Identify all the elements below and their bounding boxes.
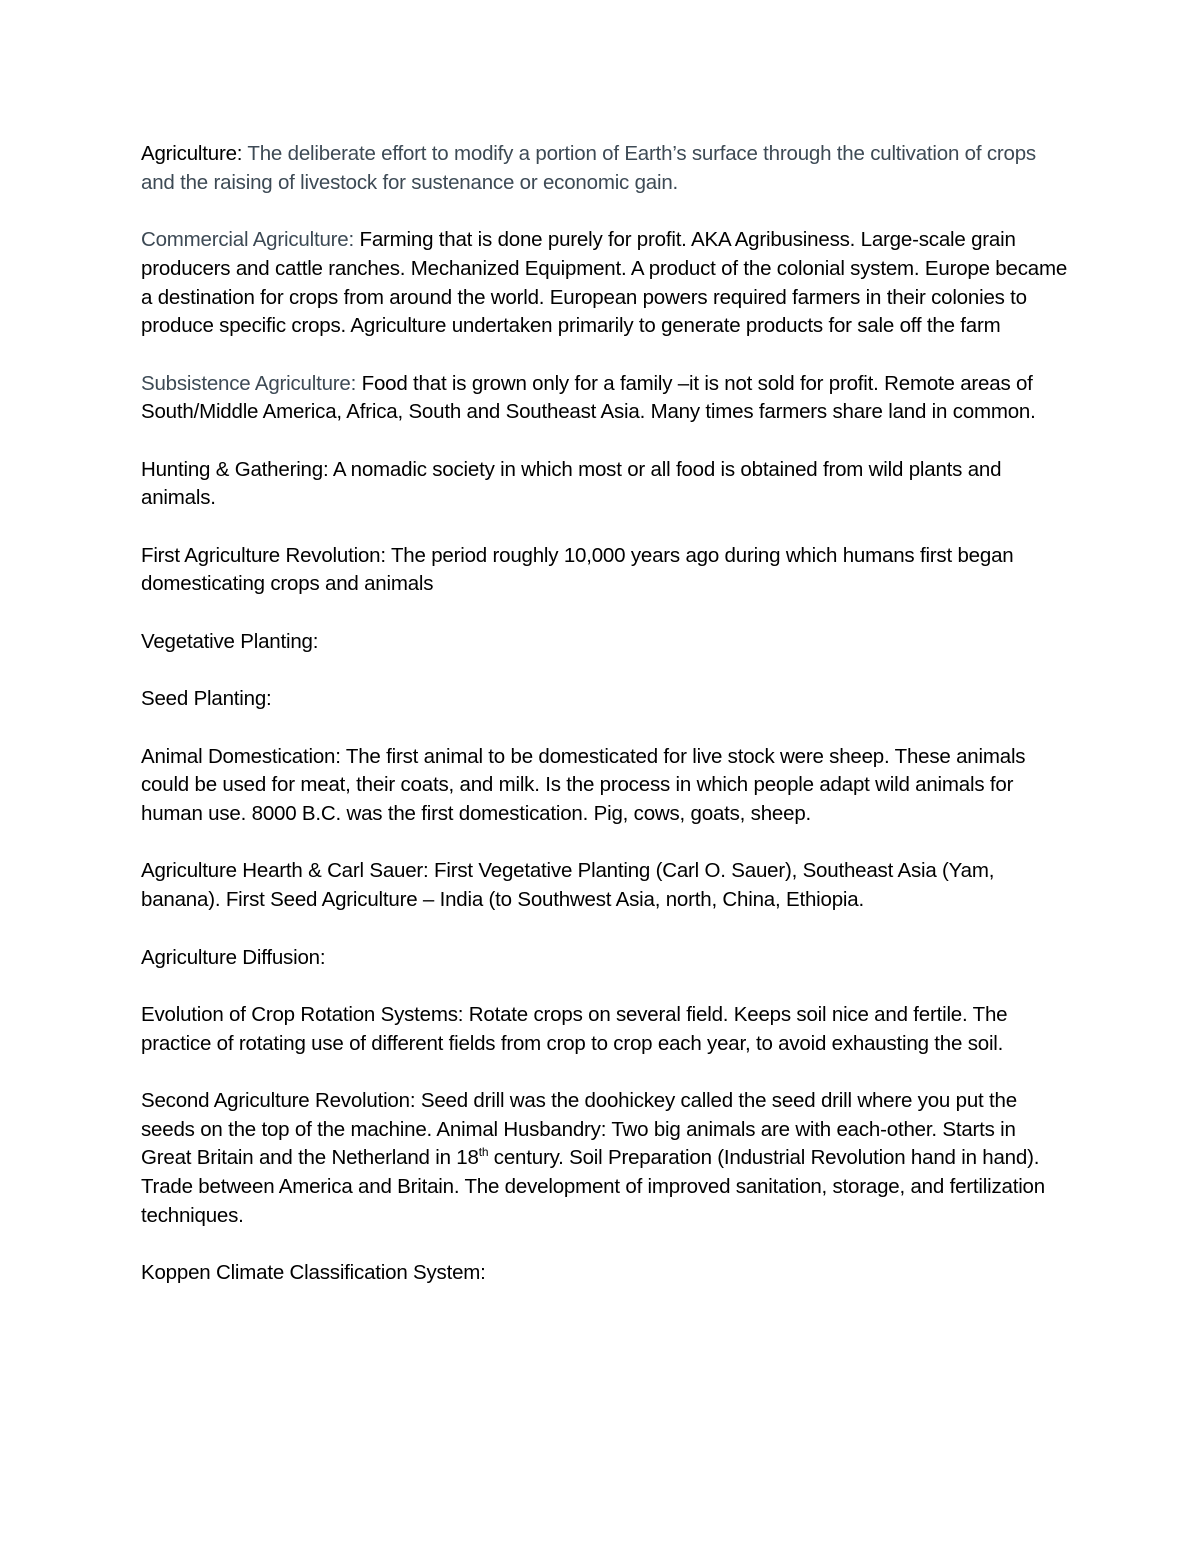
definition-second-agriculture-revolution-part1: Seed drill was the doohickey called the seed drill where you put the seeds on the top of the machine. Animal Husbandry: Two big animals are with each-other. Starts in Great Britain and the Netherland in 18 — [141, 1089, 1017, 1170]
term-commercial-agriculture: Commercial Agriculture: — [141, 228, 354, 252]
definition-subsistence-agriculture: Food that is grown only for a family –it is not sold for profit. Remote areas of South/Middle America, Africa, South and Southeast Asia. Many times farmers share land in common. — [141, 371, 1036, 424]
entry-agriculture-diffusion — [141, 944, 1071, 973]
entry-agriculture — [141, 140, 1071, 197]
definition-hunting-gathering: A nomadic society in which most or all food is obtained from wild plants and animals. — [141, 457, 1002, 510]
ordinal-superscript: th — [478, 1145, 489, 1160]
definition-commercial-agriculture: Farming that is done purely for profit. AKA Agribusiness. Large-scale grain producers and cattle ranches. Mechanized Equipment. A product of the colonial system. Europe became a destination for crops from around the world. European powers required farmers in their colonies to produce specific crops. Agriculture undertaken primarily to generate products for sale off the farm — [141, 228, 1068, 338]
term-subsistence-agriculture: Subsistence Agriculture: — [141, 371, 357, 395]
term-hunting-gathering: Hunting & Gathering: — [141, 457, 329, 481]
document-body — [141, 140, 1071, 1317]
term-agriculture-diffusion: Agriculture Diffusion: — [141, 945, 326, 969]
term-second-agriculture-revolution: Second Agriculture Revolution: — [141, 1089, 416, 1113]
term-agriculture-hearth: Agriculture Hearth & Carl Sauer: — [141, 859, 429, 883]
entry-agriculture-hearth — [141, 857, 1071, 914]
definition-first-agriculture-revolution: The period roughly 10,000 years ago during which humans first began domesticating crops and animals — [141, 543, 1014, 596]
term-first-agriculture-revolution: First Agriculture Revolution: — [141, 543, 386, 567]
entry-hunting-gathering — [141, 456, 1071, 513]
definition-crop-rotation: Rotate crops on several field. Keeps soil nice and fertile. The practice of rotating use of different fields from crop to crop each year, to avoid exhausting the soil. — [141, 1002, 1008, 1055]
term-koppen-climate: Koppen Climate Classification System: — [141, 1261, 486, 1285]
term-agriculture: Agriculture: — [141, 142, 243, 165]
entry-animal-domestication — [141, 743, 1071, 829]
definition-animal-domestication: The first animal to be domesticated for live stock were sheep. These animals could be used for meat, their coats, and milk. Is the process in which people adapt wild animals for human use. 8000 B.C. was the first domestication. Pig, cows, goats, sheep. — [141, 744, 1026, 826]
entry-commercial-agriculture — [141, 226, 1071, 341]
entry-crop-rotation — [141, 1001, 1071, 1058]
entry-vegetative-planting — [141, 628, 1071, 657]
entry-seed-planting — [141, 685, 1071, 714]
term-vegetative-planting: Vegetative Planting: — [141, 629, 319, 653]
term-seed-planting: Seed Planting: — [141, 687, 272, 711]
entry-first-agriculture-revolution — [141, 542, 1071, 599]
entry-koppen-climate — [141, 1259, 1071, 1288]
definition-agriculture: The deliberate effort to modify a portion of Earth’s surface through the cultivation of crops and the raising of livestock for sustenance or economic gain. — [141, 142, 1036, 194]
term-animal-domestication: Animal Domestication: — [141, 744, 341, 768]
entry-subsistence-agriculture — [141, 370, 1071, 427]
entry-second-agriculture-revolution — [141, 1087, 1071, 1231]
term-crop-rotation: Evolution of Crop Rotation Systems: — [141, 1002, 464, 1026]
definition-agriculture-hearth: First Vegetative Planting (Carl O. Sauer), Southeast Asia (Yam, banana). First Seed Agriculture – India (to Southwest Asia, north, China, Ethiopia. — [141, 859, 995, 912]
definition-second-agriculture-revolution-part2: century. Soil Preparation (Industrial Revolution hand in hand). Trade between America and Britain. The development of improved sanitation, storage, and fertilization techniques. — [141, 1146, 1045, 1227]
